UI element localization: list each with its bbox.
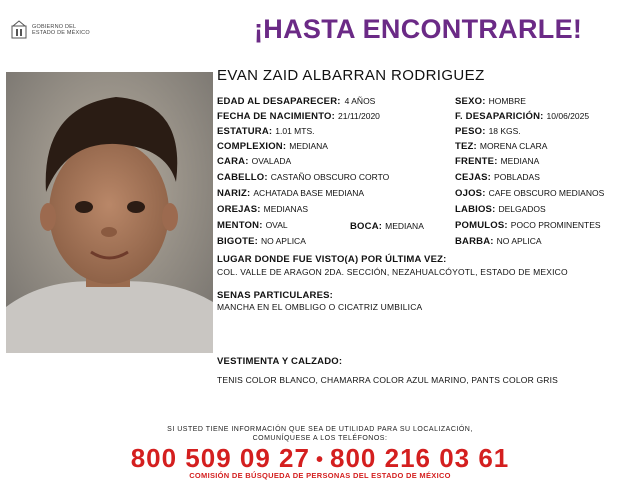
field-value: CAFE OBSCURO MEDIANOS: [488, 188, 605, 198]
senas-title: SENAS PARTICULARES:: [217, 290, 334, 301]
field-label: CEJAS:: [455, 172, 492, 183]
field-label: COMPLEXION:: [217, 141, 287, 152]
child-portrait-icon: [6, 72, 213, 353]
field-label: CABELLO:: [217, 172, 268, 183]
field-cabello: [217, 172, 389, 183]
field-cara: [217, 156, 291, 167]
lugar-text: COL. VALLE DE ARAGON 2DA. SECCIÓN, NEZAHUALCÓYOTL, ESTADO DE MEXICO: [217, 267, 568, 277]
field-boca: [350, 221, 424, 232]
field-frente: [455, 156, 539, 167]
field-value: 10/06/2025: [546, 111, 590, 121]
lugar-title: LUGAR DONDE FUE VISTO(A) POR ÚLTIMA VEZ:: [217, 254, 447, 265]
field-ojos: [455, 188, 604, 199]
field-value: OVAL: [265, 220, 288, 230]
phone-numbers: [0, 443, 640, 474]
field-label: ESTATURA:: [217, 126, 273, 137]
field-label: FECHA DE NACIMIENTO:: [217, 111, 335, 122]
field-value: POCO PROMINENTES: [510, 220, 601, 230]
field-sexo: [455, 96, 526, 107]
person-name: EVAN ZAID ALBARRAN RODRIGUEZ: [217, 67, 485, 84]
field-value: NO APLICA: [496, 236, 542, 246]
field-f-desaparicion: [455, 111, 589, 122]
field-label: MENTON:: [217, 220, 263, 231]
field-label: NARIZ:: [217, 188, 251, 199]
field-value: DELGADOS: [498, 204, 546, 214]
field-value: 1.01 MTS.: [275, 126, 315, 136]
field-nariz: [217, 188, 364, 199]
field-value: MEDIANA: [289, 141, 328, 151]
senas-text: MANCHA EN EL OMBLIGO O CICATRIZ UMBILICA: [217, 302, 423, 312]
field-label: FRENTE:: [455, 156, 498, 167]
vestimenta-text: TENIS COLOR BLANCO, CHAMARRA COLOR AZUL MARINO, PANTS COLOR GRIS: [217, 375, 559, 385]
field-value: 18 KGS.: [488, 126, 521, 136]
phone-1[interactable]: 800 509 09 27: [130, 443, 310, 473]
field-value: 21/11/2020: [338, 111, 380, 121]
field-value: MEDIANA: [500, 156, 540, 166]
field-label: OREJAS:: [217, 204, 261, 215]
field-edad: [217, 96, 375, 107]
field-label: OJOS:: [455, 188, 486, 199]
government-logo: [10, 20, 90, 40]
field-label: POMULOS:: [455, 220, 508, 231]
field-label: BOCA:: [350, 221, 383, 232]
field-labios: [455, 204, 546, 215]
field-label: BARBA:: [455, 236, 494, 247]
field-value: NO APLICA: [260, 236, 306, 246]
phone-2[interactable]: 800 216 03 61: [330, 443, 510, 473]
commission-name: COMISIÓN DE BÚSQUEDA DE PERSONAS DEL ESTADO DE MÉXICO: [189, 471, 451, 480]
field-value: MORENA CLARA: [479, 141, 548, 151]
field-label: BIGOTE:: [217, 236, 258, 247]
field-tez: [455, 141, 547, 152]
footer-info: [0, 425, 640, 443]
field-label: PESO:: [455, 126, 486, 137]
field-label: LABIOS:: [455, 204, 496, 215]
field-value: CASTAÑO OBSCURO CORTO: [270, 172, 390, 182]
field-label: F. DESAPARICIÓN:: [455, 111, 544, 122]
phone-separator: •: [315, 448, 324, 471]
state-shield-icon: [10, 20, 28, 40]
field-peso: [455, 126, 521, 137]
footer-info-line-2: COMUNÍQUESE A LOS TELÉFONOS:: [252, 435, 388, 442]
field-complexion: [217, 141, 328, 152]
field-label: CARA:: [217, 156, 249, 167]
logo-text: [32, 24, 90, 37]
field-value: MEDIANAS: [263, 204, 309, 214]
field-orejas: [217, 204, 308, 215]
vestimenta-title: VESTIMENTA Y CALZADO:: [217, 356, 343, 367]
field-value: OVALADA: [251, 156, 292, 166]
field-value: POBLADAS: [494, 172, 540, 182]
missing-person-photo: [6, 72, 213, 353]
field-fecha-nacimiento: [217, 111, 380, 122]
field-barba: [455, 236, 542, 247]
field-value: MEDIANA: [385, 221, 424, 231]
field-bigote: [217, 236, 306, 247]
field-label: EDAD AL DESAPARECER:: [217, 96, 341, 107]
field-value: ACHATADA BASE MEDIANA: [253, 188, 365, 198]
logo-line-2: ESTADO DE MÉXICO: [32, 30, 90, 36]
field-value: HOMBRE: [488, 96, 526, 106]
field-value: 4 AÑOS: [344, 96, 376, 106]
headline: ¡HASTA ENCONTRARLE!: [254, 14, 583, 44]
field-label: SEXO:: [455, 96, 486, 107]
field-label: TEZ:: [455, 141, 477, 152]
footer-info-line-1: SI USTED TIENE INFORMACIÓN QUE SEA DE UTILIDAD PARA SU LOCALIZACIÓN,: [167, 426, 473, 433]
field-menton: [217, 220, 288, 231]
field-cejas: [455, 172, 540, 183]
logo-line-1: GOBIERNO DEL: [32, 23, 77, 30]
field-pomulos: [455, 220, 601, 231]
field-estatura: [217, 126, 315, 137]
